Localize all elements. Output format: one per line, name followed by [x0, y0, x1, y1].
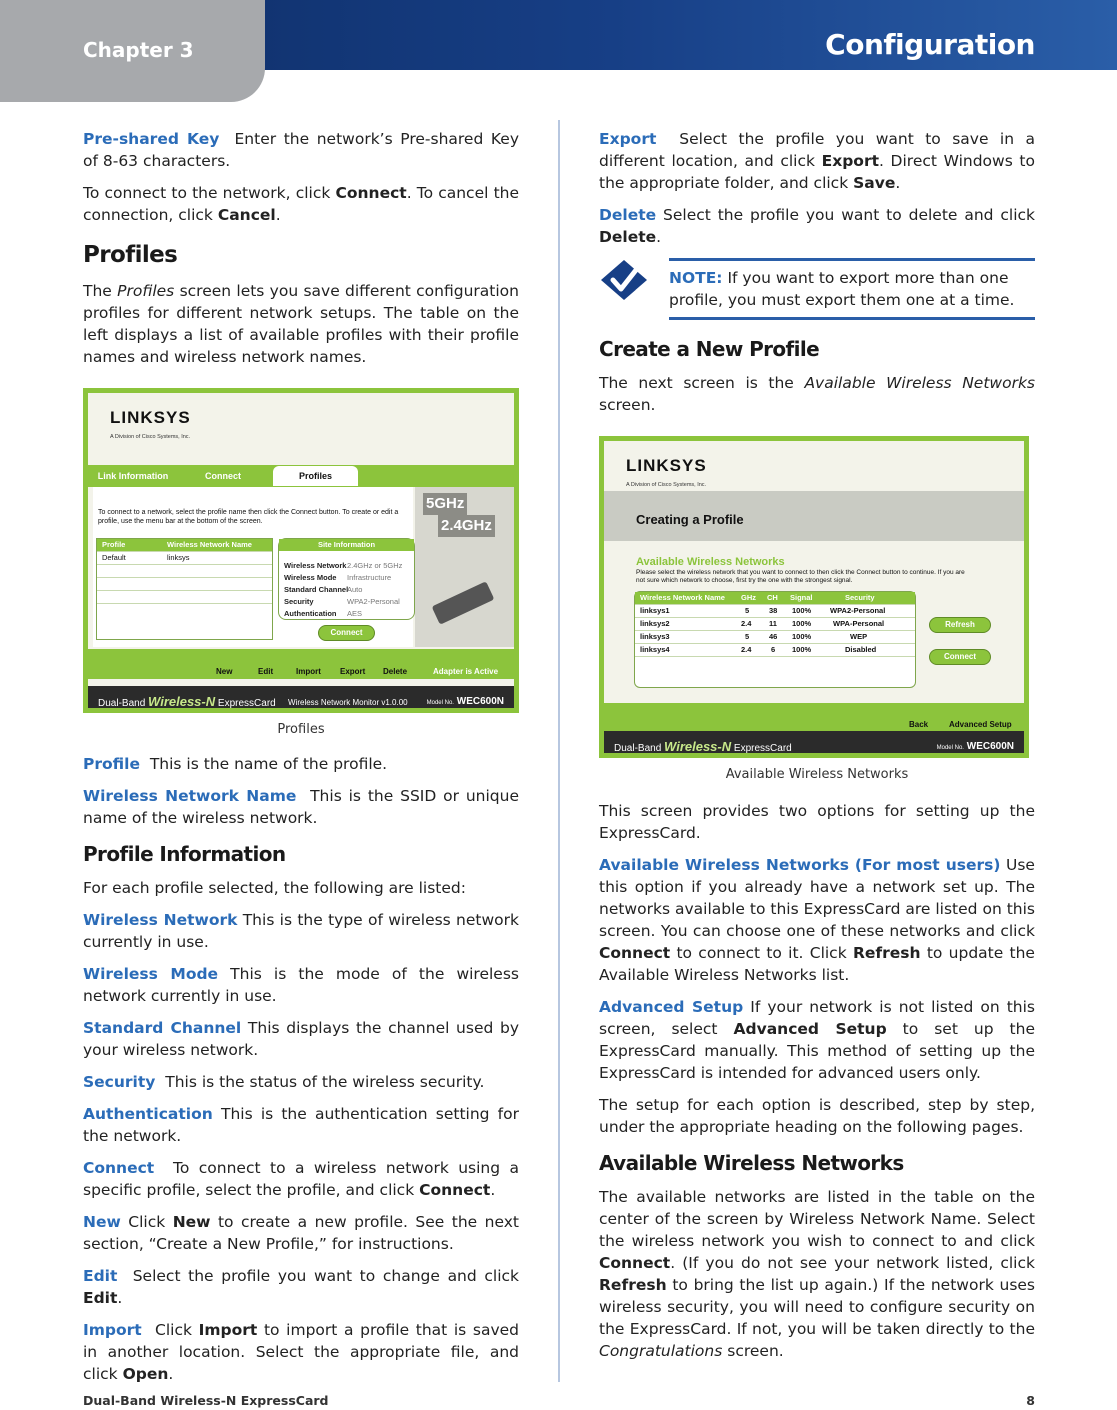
connect-button[interactable]: Connect — [929, 649, 991, 665]
sc-text: This displays the channel used by your wireless network. — [83, 1019, 519, 1059]
menu-edit[interactable]: Edit — [258, 667, 274, 676]
auth-term: Authentication — [83, 1105, 213, 1123]
wnn-paragraph — [83, 785, 519, 829]
info-label: Security — [284, 597, 314, 606]
refresh-button[interactable]: Refresh — [929, 617, 991, 633]
checkmark-note-icon — [599, 258, 649, 302]
product-prefix: Dual-Band — [98, 698, 146, 709]
table-row — [97, 603, 272, 616]
connect-text-3: . — [275, 206, 281, 224]
export-term: Export — [599, 130, 657, 148]
profiles-heading: Profiles — [83, 242, 178, 268]
avail-italic: Congratulations — [599, 1342, 723, 1360]
row-profile: Default — [102, 553, 126, 562]
auth-text: This is the authentication setting for the network. — [83, 1105, 519, 1145]
right-column — [599, 128, 1035, 1372]
create-italic: Available Wireless Networks — [804, 374, 1035, 392]
create-profile-heading: Create a New Profile — [599, 337, 820, 361]
cell-signal: 100% — [792, 606, 812, 615]
setup-paragraph: The setup for each option is described, step by step, under the appropriate heading on the following pages. — [599, 1096, 1035, 1136]
avail-text-2: . (If you do not see your network listed, click — [670, 1254, 1035, 1272]
footer-page-number: 8 — [1026, 1393, 1035, 1408]
cell-name: linksys1 — [640, 606, 670, 615]
chapter-tab — [0, 0, 265, 102]
menu-back[interactable]: Back — [909, 720, 929, 729]
awn-bold-2: Refresh — [852, 944, 921, 962]
new-paragraph — [83, 1211, 519, 1255]
delete-bold: Delete — [599, 228, 657, 246]
adv-paragraph — [599, 996, 1035, 1084]
preshared-paragraph — [83, 128, 519, 172]
figure-caption: Profiles — [277, 722, 325, 737]
edit-term: Edit — [83, 1267, 118, 1285]
cell-name: linksys2 — [640, 619, 670, 628]
create-text-1: The next screen is the — [599, 374, 794, 392]
edit-paragraph — [83, 1265, 519, 1309]
model-value: WEC600N — [456, 696, 504, 707]
product-prefix: Dual-Band — [614, 743, 662, 754]
available-networks-screenshot — [599, 436, 1029, 758]
info-value: 2.4GHz or 5GHz — [347, 561, 403, 570]
adv-text-1: If your network is not listed on this screen, select — [599, 998, 1035, 1038]
edit-text-2: . — [117, 1289, 123, 1307]
wnn-text: This is the SSID or unique name of the wireless network. — [83, 787, 520, 827]
sc-paragraph — [83, 1017, 519, 1061]
cell-name: linksys3 — [640, 632, 670, 641]
product-tail: ExpressCard — [733, 743, 792, 754]
menu-import[interactable]: Import — [296, 667, 321, 676]
cell-ghz: 5 — [745, 632, 750, 641]
avail-bold: Connect — [599, 1254, 671, 1272]
band-5ghz-label: 5GHz — [423, 493, 467, 515]
info-label: Wireless Network — [284, 561, 347, 570]
wm-paragraph — [83, 963, 519, 1007]
col-wnn: Wireless Network Name — [167, 540, 252, 549]
sec-text: This is the status of the wireless security. — [165, 1073, 485, 1091]
profiles-text-1: The — [83, 282, 112, 300]
connect-text-1: To connect to the network, click — [83, 184, 331, 202]
cell-ch: 46 — [769, 632, 778, 641]
cell-ch: 6 — [771, 645, 776, 654]
conn-bold: Connect — [419, 1181, 491, 1199]
tab-link-information[interactable]: Link Information — [93, 466, 173, 486]
cell-signal: 100% — [792, 645, 812, 654]
linksys-logo: LINKSYS — [110, 408, 191, 427]
new-text-2: to create a new profile. See the next section, “Create a New Profile,” for instructions. — [83, 1213, 520, 1253]
subtitle: Available Wireless Networks — [636, 556, 785, 568]
adv-term: Advanced Setup — [599, 998, 744, 1016]
export-bold: Export — [821, 152, 879, 170]
chapter-label: Chapter 3 — [83, 38, 194, 62]
profiles-table — [96, 538, 273, 640]
info-value: AES — [347, 609, 363, 618]
auth-paragraph — [83, 1103, 519, 1147]
cell-signal: 100% — [792, 632, 812, 641]
col-ch: CH — [767, 593, 778, 602]
instructions: Please select the wireless network that you want to connect to then click the Connect button to continue. If you are not sure which network to choose, first try the one with the strongest signal. — [636, 569, 965, 584]
cell-signal: 100% — [792, 619, 812, 628]
create-paragraph — [599, 372, 1035, 416]
profiles-table-header — [97, 539, 272, 551]
cell-security: WPA-Personal — [833, 619, 885, 628]
awn-text-3: to update the Available Wireless Networks list. — [599, 944, 1035, 984]
menu-advanced-setup[interactable]: Advanced Setup — [949, 720, 1012, 729]
note-text: If you want to export more than one profile, you must export them one at a time. — [669, 269, 1015, 309]
import-text-1: Click — [155, 1321, 192, 1339]
preshared-text: Enter the network’s Pre-shared Key of 8-63 characters. — [83, 130, 519, 170]
edit-bold: Edit — [83, 1289, 118, 1307]
export-text-3: . — [895, 174, 901, 192]
delete-text-2: . — [656, 228, 662, 246]
info-value: WPA2-Personal — [347, 597, 400, 606]
linksys-logo-sub: A Division of Cisco Systems, Inc. — [626, 482, 707, 488]
profile-term: Profile — [83, 755, 140, 773]
product-bar — [88, 686, 514, 708]
tab-profiles[interactable]: Profiles — [273, 466, 358, 486]
awn-text-1: Use this option if you already have a network set up. The networks available to this ExpressCard are listed on this screen. You can choose one of these networks and click — [599, 856, 1035, 940]
conn-text-2: . — [490, 1181, 496, 1199]
footer-product: Dual-Band Wireless-N ExpressCard — [83, 1393, 329, 1408]
avail-paragraph — [599, 1186, 1035, 1362]
avail-text-3: to bring the list up again.) If the network uses wireless security, you will need to configure security on the ExpressCard. If not, you will be taken directly to the — [599, 1276, 1036, 1338]
profiles-instructions: To connect to a network, select the profile name then click the Connect button. To create or edit a profile, use the menu bar at the bottom of the screen. — [98, 509, 399, 525]
export-text-2: . Direct Windows to the appropriate folder, and click — [599, 152, 1035, 192]
profile-text: This is the name of the profile. — [149, 755, 388, 773]
row-wnn: linksys — [167, 553, 190, 562]
cell-security: WEP — [850, 632, 868, 641]
product-name — [614, 736, 792, 760]
profinfo-paragraph: For each profile selected, the following are listed: — [83, 879, 466, 897]
delete-term: Delete — [599, 206, 657, 224]
menu-delete[interactable]: Delete — [383, 667, 408, 676]
import-term: Import — [83, 1321, 142, 1339]
menu-export[interactable]: Export — [340, 667, 366, 676]
cell-ghz: 2.4 — [741, 619, 752, 628]
export-text-1: Select the profile you want to save in a different location, and click — [599, 130, 1035, 170]
import-bold: Import — [198, 1321, 258, 1339]
import-bold-2: Open — [122, 1365, 169, 1383]
table-row — [635, 656, 915, 669]
options-paragraph: This screen provides two options for setting up the ExpressCard. — [599, 802, 1035, 842]
conn-text-1: To connect to a wireless network using a specific profile, select the profile, and click — [83, 1159, 519, 1199]
note-box — [599, 258, 1035, 320]
delete-paragraph — [599, 204, 1035, 248]
new-term: New — [83, 1213, 121, 1231]
col-signal: Signal — [790, 593, 813, 602]
site-info-header: Site Information — [279, 539, 414, 551]
profiles-text-2: screen lets you save different configuration profiles for different network setups. The table on the left displays a list of available profiles with their profile names and wireless network names. — [83, 282, 519, 366]
awn-bold: Connect — [599, 944, 671, 962]
table-row[interactable] — [635, 643, 915, 656]
note-label: NOTE: — [669, 269, 723, 287]
export-paragraph — [599, 128, 1035, 194]
profile-paragraph — [83, 753, 519, 775]
product-tail: ExpressCard — [217, 698, 276, 709]
table-row — [97, 590, 272, 603]
wm-term: Wireless Mode — [83, 965, 219, 983]
connect-text-2: . To cancel the connection, click — [83, 184, 520, 224]
new-bold: New — [172, 1213, 211, 1231]
table-row[interactable] — [635, 604, 915, 617]
connect-paragraph — [83, 182, 519, 226]
cell-security: Disabled — [845, 645, 877, 654]
table-row[interactable] — [635, 630, 915, 643]
new-text-1: Click — [128, 1213, 166, 1231]
banner-title: Creating a Profile — [636, 512, 744, 527]
available-networks-heading: Available Wireless Networks — [599, 1151, 904, 1175]
import-text-3: . — [168, 1365, 174, 1383]
info-label: Standard Channel — [284, 585, 349, 594]
table-row[interactable] — [97, 551, 272, 564]
profile-information-heading: Profile Information — [83, 842, 286, 866]
awn-text-2: to connect to it. Click — [676, 944, 847, 962]
create-text-2: screen. — [599, 396, 656, 414]
preshared-term: Pre-shared Key — [83, 130, 220, 148]
adapter-status: Adapter is Active — [433, 667, 499, 676]
product-bold: Wireless-N — [148, 694, 216, 709]
table-row — [97, 564, 272, 577]
menu-new[interactable]: New — [216, 667, 233, 676]
avail-bold-2: Refresh — [599, 1276, 667, 1294]
wnn-term: Wireless Network Name — [83, 787, 297, 805]
connect-bold: Connect — [335, 184, 407, 202]
col-wnn: Wireless Network Name — [640, 593, 725, 602]
note-text-box — [669, 258, 1035, 320]
networks-table — [634, 591, 916, 688]
linksys-logo-sub: A Division of Cisco Systems, Inc. — [110, 434, 191, 440]
model-number — [937, 736, 1014, 759]
cell-name: linksys4 — [640, 645, 670, 654]
avail-text-1: The available networks are listed in the table on the center of the screen by Wireless Network Name. Select the wireless network you wish to connect to and click — [599, 1188, 1035, 1250]
export-bold-2: Save — [853, 174, 896, 192]
wn-text: This is the type of wireless network currently in use. — [83, 911, 519, 951]
cell-ch: 11 — [769, 619, 777, 628]
model-number — [427, 691, 504, 714]
adv-text-2: to set up the ExpressCard manually. This method of setting up the ExpressCard is intended for advanced users only. — [599, 1020, 1035, 1082]
cancel-bold: Cancel — [217, 206, 276, 224]
cell-ch: 38 — [769, 606, 778, 615]
column-divider — [558, 120, 560, 1382]
delete-text-1: Select the profile you want to delete and click — [663, 206, 1035, 224]
info-label: Authentication — [284, 609, 337, 618]
cell-ghz: 2.4 — [741, 645, 752, 654]
conn-paragraph — [83, 1157, 519, 1201]
wn-term: Wireless Network — [83, 911, 238, 929]
left-column — [83, 128, 519, 1395]
info-value: Infrastructure — [347, 573, 392, 582]
avail-text-4: screen. — [727, 1342, 784, 1360]
site-info-list — [279, 555, 414, 618]
figure-caption: Available Wireless Networks — [725, 767, 909, 782]
networks-table-header — [635, 592, 915, 604]
sec-paragraph — [83, 1071, 519, 1093]
sc-term: Standard Channel — [83, 1019, 242, 1037]
site-information-box — [278, 538, 415, 620]
info-value: Auto — [347, 585, 363, 594]
conn-term: Connect — [83, 1159, 155, 1177]
profiles-screenshot — [83, 388, 519, 713]
band-24ghz-label: 2.4GHz — [438, 515, 495, 537]
model-value: WEC600N — [966, 741, 1014, 752]
import-paragraph — [83, 1319, 519, 1385]
awn-term: Available Wireless Networks (For most users) — [599, 856, 1001, 874]
table-row — [97, 577, 272, 590]
col-security: Security — [845, 593, 875, 602]
import-text-2: to import a profile that is saved in another location. Select the appropriate file, and click — [83, 1321, 520, 1383]
profiles-paragraph — [83, 280, 519, 368]
tab-connect[interactable]: Connect — [183, 466, 263, 486]
product-name — [98, 691, 276, 715]
profiles-italic: Profiles — [117, 282, 175, 300]
sec-term: Security — [83, 1073, 156, 1091]
section-title: Configuration — [825, 28, 1035, 61]
awn-paragraph — [599, 854, 1035, 986]
model-label: Model No. — [936, 745, 964, 751]
product-bar — [604, 731, 1024, 753]
product-bold: Wireless-N — [664, 739, 732, 754]
col-ghz: GHz — [741, 593, 756, 602]
info-label: Wireless Mode — [284, 573, 337, 582]
monitor-version: Wireless Network Monitor v1.0.00 — [288, 698, 408, 707]
cell-security: WPA2-Personal — [830, 606, 886, 615]
table-row[interactable] — [635, 617, 915, 630]
cell-ghz: 5 — [745, 606, 750, 615]
col-profile: Profile — [102, 540, 126, 549]
model-label: Model No. — [426, 700, 454, 706]
wn-paragraph — [83, 909, 519, 953]
linksys-logo: LINKSYS — [626, 456, 707, 475]
wm-text: This is the mode of the wireless network currently in use. — [83, 965, 519, 1005]
adv-bold: Advanced Setup — [733, 1020, 887, 1038]
edit-text-1: Select the profile you want to change and click — [132, 1267, 519, 1285]
connect-button[interactable]: Connect — [318, 625, 375, 641]
